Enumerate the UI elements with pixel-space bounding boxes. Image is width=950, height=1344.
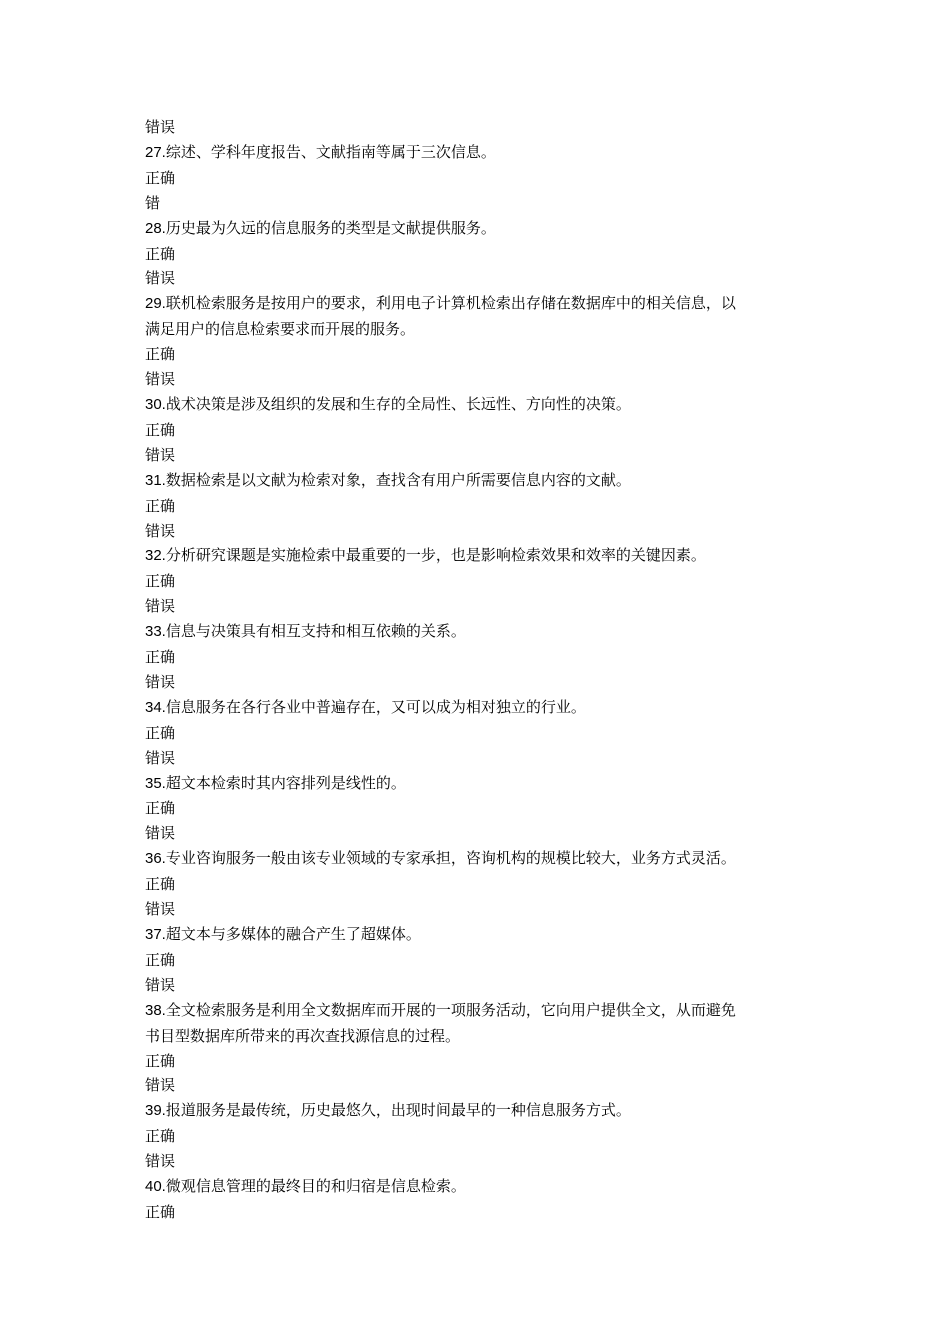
question-line (145, 291, 815, 317)
answer-option (145, 973, 815, 998)
answer-option (145, 443, 815, 468)
question-line (145, 140, 815, 166)
answer-text: 错误 (145, 1152, 176, 1171)
question-number: 39. (145, 1102, 166, 1120)
question-number: 36. (145, 850, 166, 868)
answer-text: 正确 (145, 244, 176, 263)
answer-option (145, 519, 815, 544)
question-line (145, 771, 815, 797)
answer-option (145, 796, 815, 821)
question-number: 30. (145, 395, 166, 413)
answer-text: 错误 (145, 748, 176, 767)
answer-text: 正确 (145, 723, 176, 742)
answer-text: 错误 (145, 900, 176, 919)
question-text: 战术决策是涉及组织的发展和生存的全局性、长远性、方向性的决策。 (165, 394, 631, 413)
answer-text: 正确 (145, 648, 176, 667)
question-text: 数据检索是以文献为检索对象，查找含有用户所需要信息内容的文献。 (165, 470, 631, 489)
question-text: 超文本与多媒体的融合产生了超媒体。 (165, 925, 421, 943)
answer-text: 错误 (145, 118, 176, 136)
question-line (145, 846, 815, 872)
answer-text: 正确 (145, 1051, 176, 1070)
answer-option (145, 115, 815, 140)
question-line (145, 468, 815, 494)
answer-option (145, 1149, 815, 1174)
answer-text: 正确 (145, 345, 176, 364)
answer-option (145, 418, 815, 443)
question-text: 超文本检索时其内容排列是线性的。 (165, 773, 406, 792)
question-text: 分析研究课题是实施检索中最重要的一步，也是影响检索效果和效率的关键因素。 (165, 546, 706, 565)
answer-option (145, 897, 815, 922)
question-number: 40. (145, 1178, 166, 1196)
answer-option (145, 266, 815, 291)
question-list (145, 115, 815, 1225)
answer-option (145, 872, 815, 897)
question-number: 28. (145, 219, 166, 237)
answer-text: 正确 (145, 572, 176, 591)
question-line (145, 543, 815, 569)
question-text: 专业咨询服务一般由该专业领域的专家承担，咨询机构的规模比较大，业务方式灵活。 (165, 849, 736, 868)
answer-option (145, 1124, 815, 1149)
answer-text: 正确 (145, 168, 176, 187)
question-text: 报道服务是最传统，历史最悠久，出现时间最早的一种信息服务方式。 (165, 1101, 631, 1120)
question-line (145, 1174, 815, 1200)
answer-text: 正确 (145, 950, 176, 969)
answer-option (145, 670, 815, 695)
answer-text: 错 (145, 193, 161, 212)
answer-option (145, 1049, 815, 1074)
question-number: 38. (145, 1001, 166, 1019)
question-text: 综述、学科年度报告、文献指南等属于三次信息。 (165, 142, 496, 161)
question-number: 27. (145, 143, 166, 161)
question-number: 31. (145, 471, 166, 489)
answer-option (145, 367, 815, 392)
answer-option (145, 166, 815, 191)
answer-text: 正确 (145, 1127, 176, 1146)
question-number: 34. (145, 698, 166, 716)
answer-text: 错误 (145, 824, 176, 843)
question-number: 33. (145, 623, 166, 641)
question-text: 微观信息管理的最终目的和归宿是信息检索。 (165, 1177, 466, 1196)
answer-text: 正确 (145, 420, 176, 439)
question-text: 联机检索服务是按用户的要求，利用电子计算机检索出存储在数据库中的相关信息，以 (165, 294, 736, 313)
answer-option (145, 746, 815, 771)
answer-option (145, 342, 815, 367)
answer-option (145, 569, 815, 594)
answer-text: 错误 (145, 597, 176, 616)
answer-option (145, 821, 815, 846)
question-text: 信息服务在各行各业中普遍存在，又可以成为相对独立的行业。 (165, 697, 586, 716)
answer-text: 正确 (145, 799, 176, 818)
question-number: 35. (145, 774, 166, 792)
question-line (145, 922, 815, 948)
answer-option (145, 948, 815, 973)
answer-text: 正确 (145, 1202, 176, 1221)
answer-text: 正确 (145, 875, 176, 894)
answer-option (145, 721, 815, 746)
answer-option (145, 1073, 815, 1098)
answer-text: 错误 (145, 269, 176, 288)
question-line (145, 392, 815, 418)
answer-text: 错误 (145, 672, 176, 691)
question-line (145, 998, 815, 1024)
answer-text: 错误 (145, 370, 176, 389)
answer-text: 错误 (145, 445, 176, 464)
answer-option (145, 494, 815, 519)
question-number: 32. (145, 547, 166, 565)
answer-text: 错误 (145, 975, 176, 994)
answer-option (145, 1200, 815, 1225)
answer-option (145, 191, 815, 216)
question-text: 书目型数据库所带来的再次查找源信息的过程。 (145, 1026, 461, 1045)
answer-text: 正确 (145, 496, 176, 515)
question-number: 29. (145, 295, 166, 313)
answer-option (145, 242, 815, 267)
question-text: 全文检索服务是利用全文数据库而开展的一项服务活动，它向用户提供全文，从而避免 (165, 1000, 736, 1019)
question-line (145, 695, 815, 721)
answer-text: 错误 (145, 1076, 176, 1095)
answer-option (145, 594, 815, 619)
question-number: 37. (145, 926, 166, 943)
question-line (145, 619, 815, 645)
question-text: 信息与决策具有相互支持和相互依赖的关系。 (165, 622, 466, 641)
question-continuation (145, 1024, 815, 1049)
question-continuation (145, 317, 815, 342)
answer-option (145, 645, 815, 670)
answer-text: 错误 (145, 521, 176, 540)
question-line (145, 1098, 815, 1124)
question-text: 满足用户的信息检索要求而开展的服务。 (145, 320, 416, 339)
question-text: 历史最为久远的信息服务的类型是文献提供服务。 (165, 218, 496, 237)
question-line (145, 216, 815, 242)
